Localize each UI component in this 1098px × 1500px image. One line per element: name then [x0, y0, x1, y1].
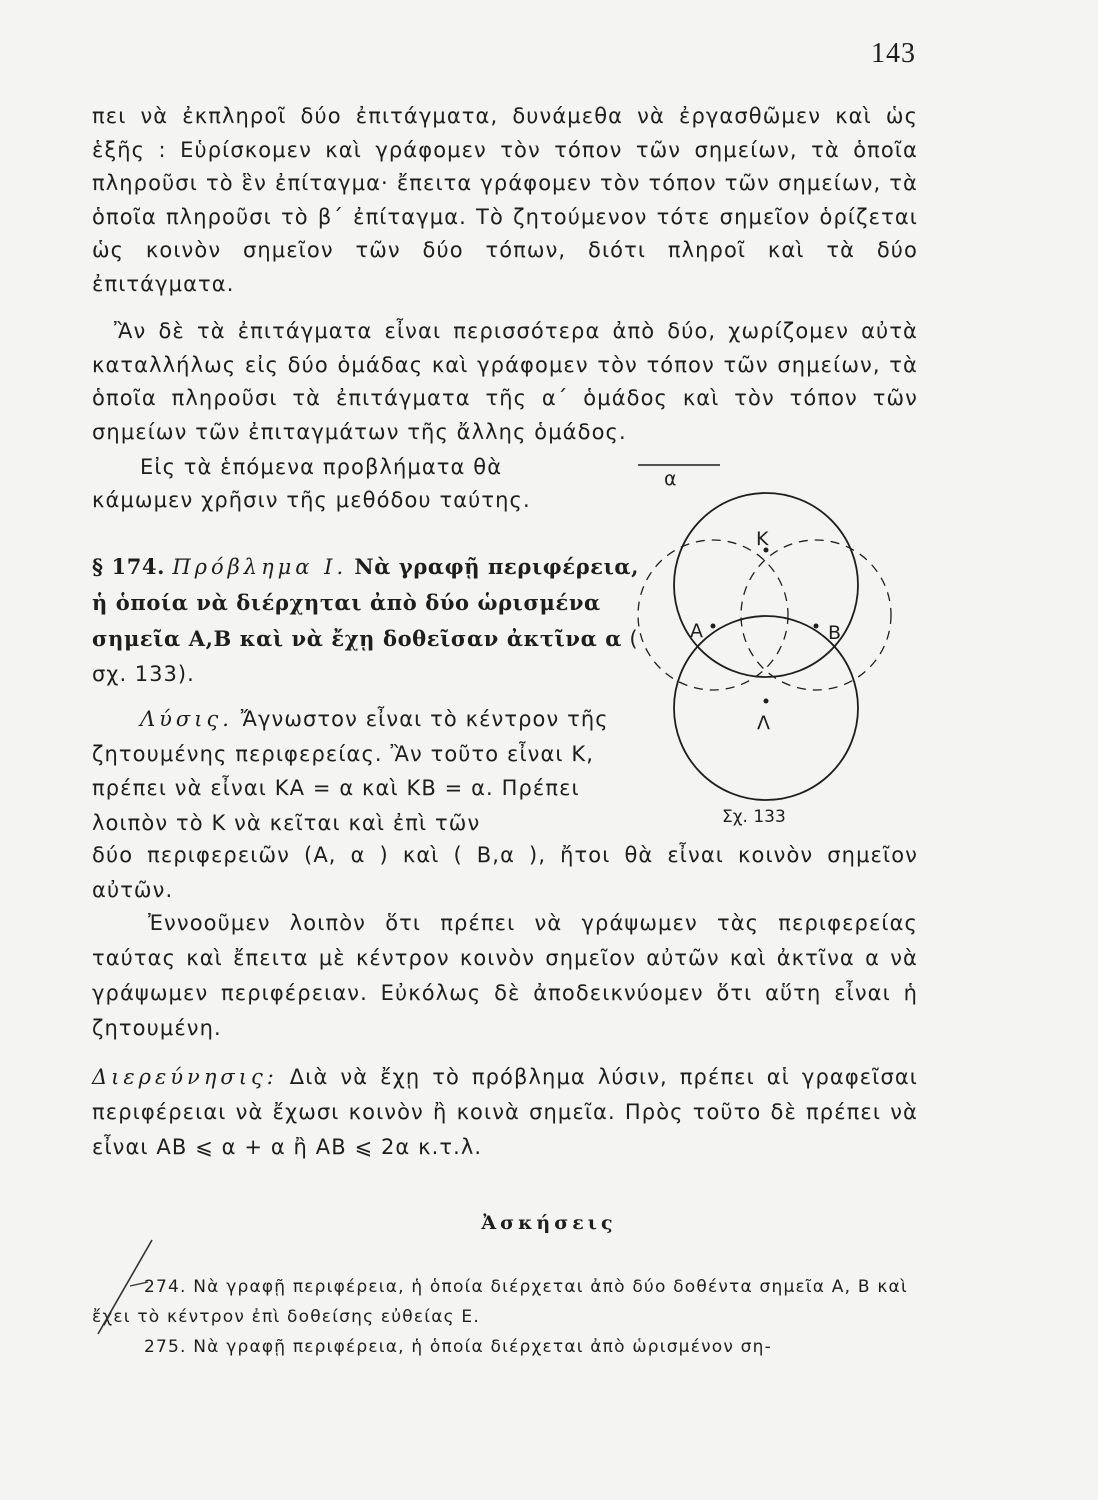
paragraph-3: Εἰς τὰ ἑπόμενα προβλήματα θὰ κάμωμεν χρῆσιν τῆς μεθόδου ταύτης.	[92, 455, 531, 512]
exercise-text: Νὰ γραφῇ περιφέρεια, ἡ ὁποία διέρχεται ἀπὸ ὡρισμένον ση-	[193, 1337, 772, 1357]
exercise-number: 275.	[144, 1337, 187, 1357]
point-l	[764, 699, 769, 704]
radius-label: α	[664, 468, 677, 490]
paragraph-2: Ἂν δὲ τὰ ἐπιτάγματα εἶναι περισσότερα ἀπὸ δύο, χωρίζομεν αὐτὰ καταλλήλως εἰς δύο ὁμάδας καὶ γράφομεν τὸν τόπον τῶν σημείων, τὰ ὁποῖα πληροῦσι τὰ ἐπιτάγματα τῆς α΄ ὁμάδος καὶ τὸν τόπον τῶν σημείων τῶν ἐπιταγμάτων τῆς ἄλλης ὁμάδος.	[92, 319, 918, 444]
point-a	[711, 624, 716, 629]
problem-number: § 174.	[92, 554, 166, 579]
discussion	[92, 1060, 918, 1165]
figure-133	[630, 455, 920, 845]
circle-around-b	[741, 540, 891, 690]
problem-174	[92, 549, 640, 692]
problem-label: Πρόβλημα Ι.	[172, 555, 348, 579]
exercise-text: Νὰ γραφῇ περιφέρεια, ἡ ὁποία διέρχεται ἀπὸ δύο δοθέντα σημεῖα Α, Β καὶ ἔχει τὸ κέντρον ἐπὶ δοθείσης εὐθείας Ε.	[92, 1277, 908, 1327]
discussion-label: Διερεύνησις:	[92, 1065, 278, 1089]
figure-reference: ( σχ. 133).	[92, 627, 639, 686]
label-b: Β	[828, 622, 842, 644]
label-l: Λ	[757, 712, 770, 734]
exercise-number: 274.	[144, 1277, 187, 1297]
exercise-274	[92, 1272, 922, 1332]
circle-upper	[674, 493, 858, 677]
discussion-text: Διὰ νὰ ἔχῃ τὸ πρόβλημα λύσιν, πρέπει αἱ γραφεῖσαι περιφέρειαι νὰ ἔχωσι κοινὸν ἢ κοινὰ σημεῖα. Πρὸς τοῦτο δὲ πρέπει νὰ εἶναι ΑΒ ⩽ α + α ἢ ΑΒ ⩽ 2α κ.τ.λ.	[92, 1065, 918, 1159]
paragraph-ennooumen: Ἐννοοῦμεν λοιπὸν ὅτι πρέπει νὰ γράψωμεν τὰς περιφερείας ταύτας καὶ ἔπειτα μὲ κέντρον κοινὸν σημεῖον αὐτῶν καὶ ἀκτῖνα α νὰ γράψωμεν περιφέρειαν. Εὐκόλως δὲ ἀποδεικνύομεν ὅτι αὕτη εἶναι ἡ ζητουμένη.	[92, 911, 918, 1040]
label-a: Α	[690, 620, 703, 642]
page-number: 143	[871, 38, 916, 69]
problem-statement: Νὰ γραφῇ περιφέρεια, ἡ ὁποία νὰ διέρχηται ἀπὸ δύο ὡρισμένα σημεῖα Α,Β καὶ νὰ ἔχῃ δοθεῖσαν ἀκτῖνα α	[92, 554, 640, 651]
paragraph-1: πει νὰ ἐκπληροῖ δύο ἐπιτάγματα, δυνάμεθα νὰ ἐργασθῶμεν καὶ ὡς ἑξῆς : Εὑρίσκομεν καὶ γράφομεν τὸν τόπον τῶν σημείων, τὰ ὁποῖα πληροῦσι τὸ ἓν ἐπίταγμα· ἔπειτα γράφομεν τὸν τόπον τῶν σημείων, τὰ ὁποῖα πληροῦσι τὸ β΄ ἐπίταγμα. Τὸ ζητούμενον τότε σημεῖον ὁρίζεται ὡς κοινὸν σημεῖον τῶν δύο τόπων, διότι πληροῖ καὶ τὰ δύο ἐπιτάγματα.	[92, 104, 918, 296]
circle-around-a	[638, 540, 788, 690]
point-b	[814, 624, 819, 629]
solution-label: Λύσις.	[140, 707, 233, 731]
solution-continuation: δύο περιφερειῶν (Α, α ) καὶ ( Β,α ), ἤτοι θὰ εἶναι κοινὸν σημεῖον αὐτῶν.	[92, 843, 918, 902]
label-k: Κ	[756, 528, 769, 550]
figure-caption: Σχ. 133	[722, 807, 786, 827]
solution	[92, 702, 640, 840]
exercise-275	[92, 1332, 922, 1362]
exercises-title: Ἀσκήσεις	[481, 1212, 617, 1234]
pencil-mark-icon	[90, 1238, 160, 1338]
solution-text: Ἄγνωστον εἶναι τὸ κέντρον τῆς ζητουμένης περιφερείας. Ἂν τοῦτο εἶναι Κ, πρέπει νὰ εἶναι ΚΑ = α καὶ ΚΒ = α. Πρέπει λοιπὸν τὸ Κ νὰ κεῖται καὶ ἐπὶ τῶν	[92, 707, 609, 835]
